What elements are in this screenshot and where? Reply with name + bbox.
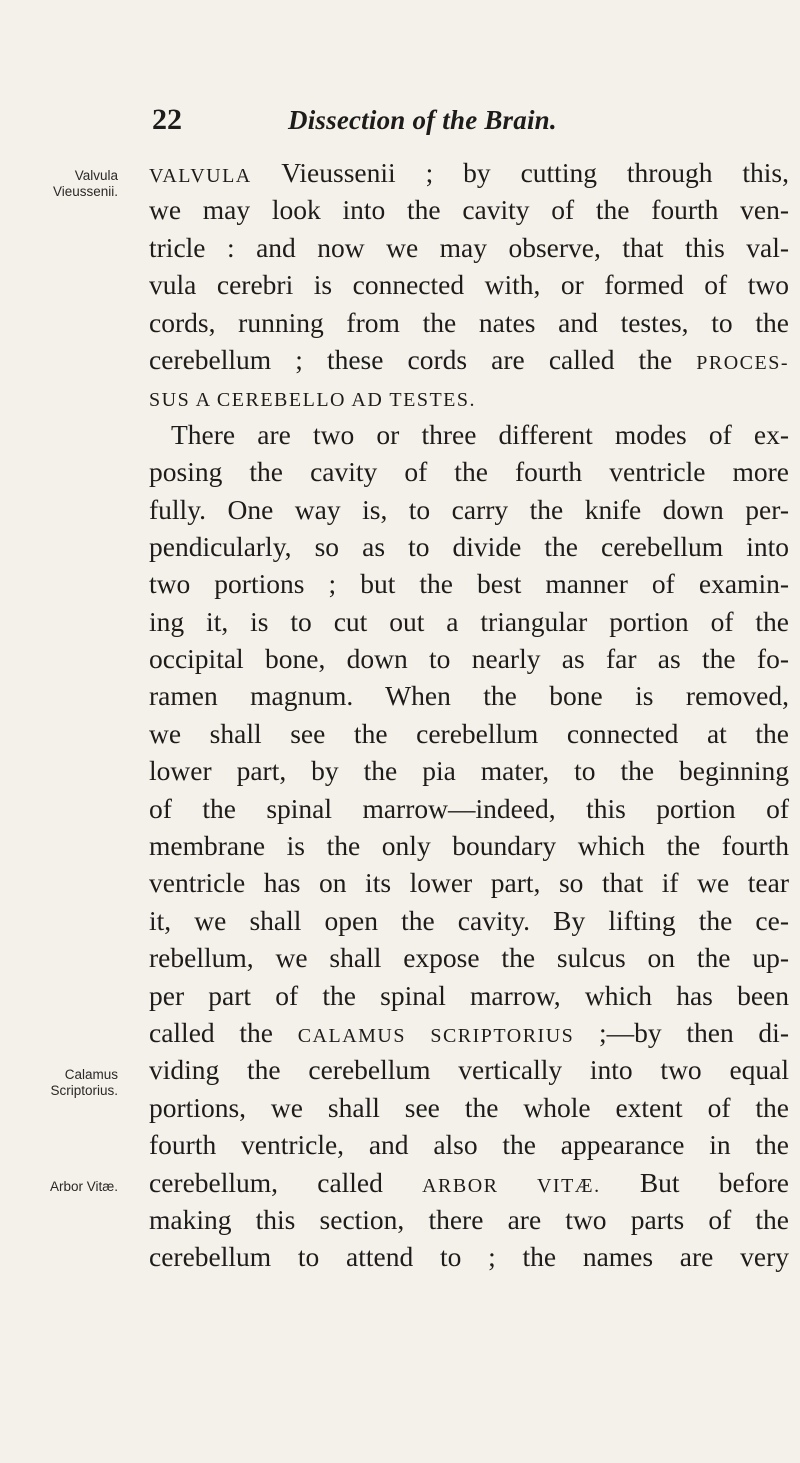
text-line: ramen magnum. When the bone is removed, xyxy=(149,680,789,712)
text-line: There are two or three different modes of ex- xyxy=(171,418,789,450)
margin-note-valvula xyxy=(0,168,118,200)
small-caps-term: PROCES- xyxy=(696,351,789,374)
text-line: we may look into the cavity of the fourth ven- xyxy=(149,194,789,226)
text-line xyxy=(149,341,789,378)
margin-note-line: Calamus xyxy=(64,1067,118,1082)
text-line: fully. One way is, to carry the knife down per- xyxy=(149,493,789,525)
text-line: fourth ventricle, and also the appearance in the xyxy=(149,1129,789,1161)
page-number: 22 xyxy=(152,103,182,136)
text-span: cerebellum, called xyxy=(149,1166,423,1198)
small-caps-term: CALAMUS SCRIPTORIUS xyxy=(297,1024,575,1047)
body-text xyxy=(149,154,789,1276)
text-line: membrane is the only boundary which the fourth xyxy=(149,830,789,862)
text-line xyxy=(149,1164,789,1201)
text-line: rebellum, we shall expose the sulcus on the up- xyxy=(149,942,789,974)
text-line: we shall see the cerebellum connected at the xyxy=(149,717,789,749)
text-line: two portions ; but the best manner of examin- xyxy=(149,568,789,600)
text-line: vula cerebri is connected with, or formed of two xyxy=(149,269,789,301)
running-title: Dissection of the Brain. xyxy=(288,105,557,135)
margin-note-line: Valvula xyxy=(74,168,118,183)
text-span: Vieussenii ; by cutting through this, xyxy=(251,157,789,188)
text-line: tricle : and now we may observe, that this val- xyxy=(149,231,789,263)
small-caps-term: SUS A CEREBELLO AD TESTES. xyxy=(149,389,477,412)
text-line: viding the cerebellum vertically into two equal xyxy=(149,1054,789,1086)
text-line xyxy=(149,154,789,191)
margin-note-line: Arbor Vitæ. xyxy=(49,1179,118,1194)
text-line: portions, we shall see the whole extent of the xyxy=(149,1091,789,1123)
text-line: posing the cavity of the fourth ventricle more xyxy=(149,456,789,488)
text-span: cerebellum ; these cords are called the xyxy=(149,343,697,375)
text-line: of the spinal marrow—indeed, this portion of xyxy=(149,792,789,824)
margin-note-arbor xyxy=(0,1179,118,1195)
text-line: cords, running from the nates and testes, to the xyxy=(149,306,789,338)
text-line xyxy=(149,1014,789,1051)
text-line: ing it, is to cut out a triangular portion of the xyxy=(149,605,789,637)
text-span: called the xyxy=(149,1016,298,1048)
page-header xyxy=(150,103,710,143)
text-line: per part of the spinal marrow, which has been xyxy=(149,979,789,1011)
text-line: pendicularly, so as to divide the cerebellum into xyxy=(149,530,789,562)
text-line: making this section, there are two parts of the xyxy=(149,1203,789,1235)
text-span: ;—by then di- xyxy=(574,1016,789,1048)
text-line: occipital bone, down to nearly as far as the fo- xyxy=(149,643,789,675)
small-caps-term: VALVULA xyxy=(149,165,252,187)
margin-note-line: Vieussenii. xyxy=(52,184,118,199)
text-line: cerebellum to attend to ; the names are very xyxy=(149,1241,789,1273)
margin-note-calamus xyxy=(0,1067,118,1099)
text-line: lower part, by the pia mater, to the beginning xyxy=(149,755,789,787)
text-line: ventricle has on its lower part, so that if we tear xyxy=(149,867,789,899)
margin-note-line: Scriptorius. xyxy=(50,1083,118,1098)
text-line xyxy=(149,378,789,415)
text-span: But before xyxy=(600,1166,789,1198)
small-caps-term: ARBOR VITÆ. xyxy=(422,1174,601,1197)
text-line: it, we shall open the cavity. By lifting the ce- xyxy=(149,904,789,936)
